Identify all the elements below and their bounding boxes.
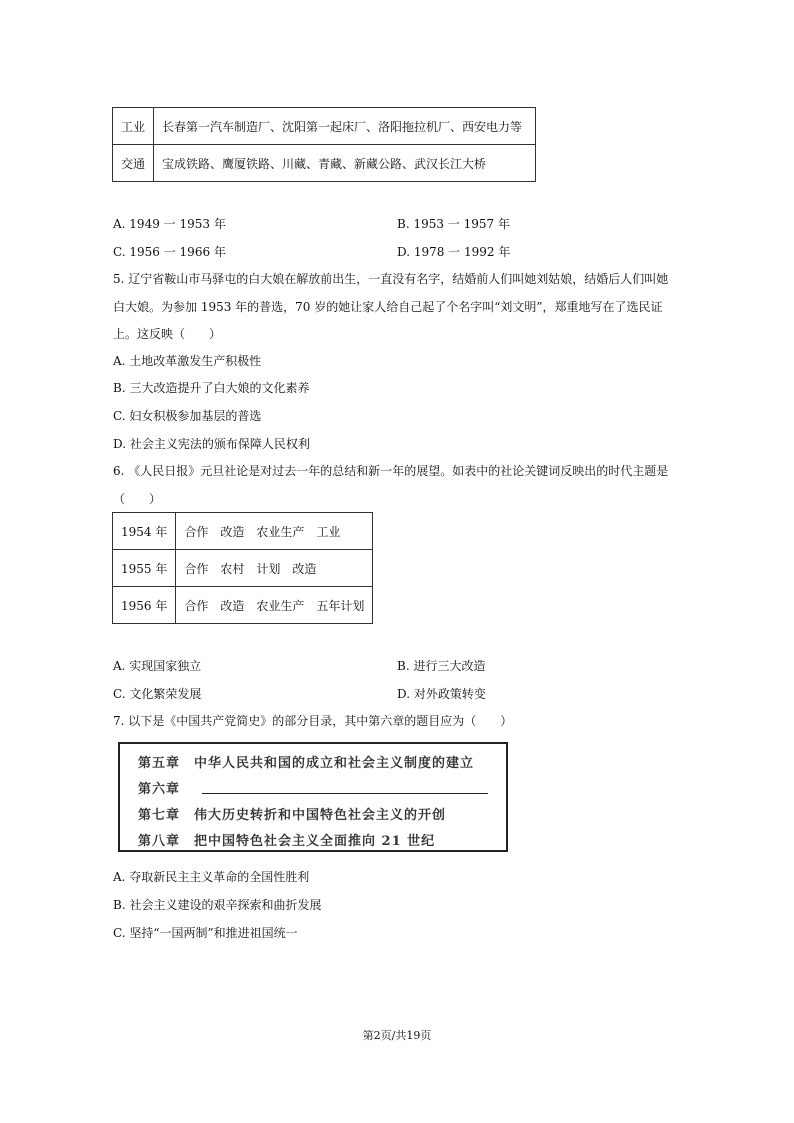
q7-stem: 7. 以下是《中国共产党简史》的部分目录，其中第六章的题目应为（ ） — [113, 714, 513, 728]
table-row — [113, 550, 373, 587]
q6-stem-line: （ ） — [113, 492, 162, 506]
q7-option-b: B. 社会主义建设的艰辛探索和曲折发展 — [113, 898, 322, 912]
toc-chapter-5: 第五章 中华人民共和国的成立和社会主义制度的建立 — [138, 756, 475, 771]
q5-option-b: B. 三大改造提升了白大娘的文化素养 — [113, 381, 310, 395]
q7-option-c: C. 坚持“一国两制”和推进祖国统一 — [113, 926, 298, 940]
industry-transport-table — [112, 107, 536, 182]
q5-option-c: C. 妇女积极参加基层的普选 — [113, 409, 262, 423]
q6-option-b: B. 进行三大改造 — [397, 659, 486, 673]
toc-chapter-7: 第七章 伟大历史转折和中国特色社会主义的开创 — [138, 808, 447, 823]
year-cell: 1955 年 — [113, 550, 176, 587]
table-of-contents-box — [118, 742, 508, 852]
q7-option-a: A. 夺取新民主主义革命的全国性胜利 — [113, 870, 310, 884]
q5-stem-line: 上。这反映（ ） — [113, 327, 222, 341]
page-footer: 第2页/共19页 — [362, 1029, 432, 1042]
q6-stem-line: 6. 《人民日报》元旦社论是对过去一年的总结和新一年的展望。如表中的社论关键词反映出的时代主题是 — [113, 464, 669, 478]
q5-option-d: D. 社会主义宪法的颁布保障人民权利 — [113, 437, 310, 451]
keywords-cell: 合作 农村 计划 改造 — [176, 550, 373, 587]
year-cell: 1954 年 — [113, 513, 176, 550]
q5-stem-line: 5. 辽宁省鞍山市马驿屯的白大娘在解放前出生，一直没有名字，结婚前人们叫她刘姑娘，结婚后人们叫她 — [113, 272, 669, 286]
table-row — [113, 145, 536, 182]
q6-option-d: D. 对外政策转变 — [397, 687, 486, 701]
row-content: 宝成铁路、鹰厦铁路、川藏、青藏、新藏公路、武汉长江大桥 — [154, 145, 536, 182]
keywords-cell: 合作 改造 农业生产 工业 — [176, 513, 373, 550]
q4-option-c: C. 1956 一 1966 年 — [113, 245, 226, 259]
table-row — [113, 513, 373, 550]
row-label: 交通 — [113, 145, 154, 182]
q4-option-d: D. 1978 一 1992 年 — [397, 245, 511, 259]
toc-chapter-8: 第八章 把中国特色社会主义全面推向 21 世纪 — [138, 834, 436, 849]
editorial-keywords-table — [112, 512, 373, 624]
q5-stem-line: 白大娘。为参加 1953 年的普选，70 岁的她让家人给自己起了个名字叫“刘文明”，郑重地写在了选民证 — [113, 300, 663, 314]
row-content: 长春第一汽车制造厂、沈阳第一起床厂、洛阳拖拉机厂、西安电力等 — [154, 108, 536, 145]
keywords-cell: 合作 改造 农业生产 五年计划 — [176, 587, 373, 624]
q4-option-b: B. 1953 一 1957 年 — [397, 217, 510, 231]
table-row — [113, 587, 373, 624]
q6-option-a: A. 实现国家独立 — [113, 659, 202, 673]
row-label: 工业 — [113, 108, 154, 145]
answer-blank-line — [202, 793, 488, 794]
q4-option-a: A. 1949 一 1953 年 — [113, 217, 226, 231]
q5-option-a: A. 土地改革激发生产积极性 — [113, 354, 262, 368]
q6-option-c: C. 文化繁荣发展 — [113, 687, 202, 701]
table-row — [113, 108, 536, 145]
toc-chapter-6: 第六章 — [138, 782, 181, 797]
year-cell: 1956 年 — [113, 587, 176, 624]
